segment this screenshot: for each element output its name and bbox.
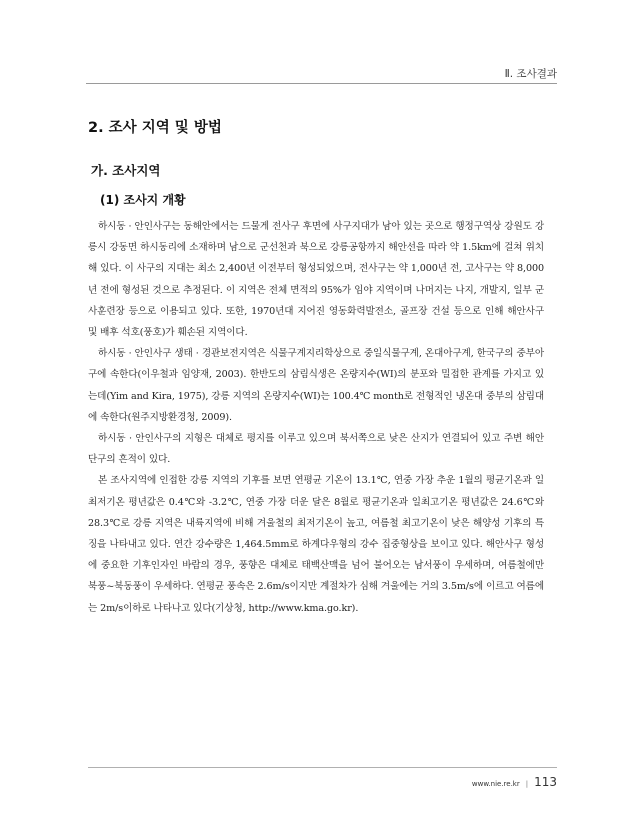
- paragraph-1: 하시동 · 안인사구는 동해안에서는 드물게 전사구 후면에 사구지대가 남아 있는 곳으로 행정구역상 강원도 강릉시 강동면 하시동리에 소재하며 남으로 군선천과 북으로 강릉공항까지 해안선을 따라 약 1.5km에 걸쳐 위치해 있다. 이 사구의 지대는 최소 2,400년 이전부터 형성되었으며, 전사구는 약 1,000년 전, 고사구는 약 8,000년 전에 형성된 것으로 추정된다. 이 지역은 전체 면적의 95%가 임야 지역이며 나머지는 나지, 개발지, 일부 군사훈련장 등으로 이용되고 있다. 또한, 1970년대 지어진 영동화력발전소, 골프장 건설 등으로 인해 해안사구 및 배후 석호(풍호)가 훼손된 지역이다.: [88, 221, 544, 339]
- body-text: [88, 216, 544, 619]
- footer-divider: [88, 767, 557, 768]
- footer-site-url[interactable]: www.nie.re.kr: [471, 780, 520, 788]
- chapter-header-label: Ⅱ. 조사결과: [504, 68, 557, 80]
- subsection-title: 가. 조사지역: [91, 163, 161, 178]
- footer-separator: |: [525, 780, 529, 788]
- page-footer: [472, 775, 557, 789]
- paragraph-4: 본 조사지역에 인접한 강릉 지역의 기후를 보면 연평균 기온이 13.1℃, 연중 가장 추운 1월의 평균기온과 일최저기온 평년값은 0.4℃와 -3.2℃, 연중 가장 더운 달은 8월로 평균기온과 일최고기온 평년값은 24.6℃와 28.3℃로 강릉 지역은 내륙지역에 비해 겨울철의 최저기온이 높고, 여름철 최고기온이 낮은 해양성 기후의 특징을 나타내고 있다. 연간 강수량은 1,464.5mm로 하계다우형의 강수 집중형상을 보이고 있다. 해안사구 형성에 중요한 기후인자인 바람의 경우, 풍향은 대체로 태백산맥을 넘어 불어오는 남서풍이 우세하며, 여름철에만 북풍~북동풍이 우세하다. 연평균 풍속은 2.6m/s이지만 계절차가 심해 겨울에는 거의 3.5m/s에 이르고 여름에는 2m/s이하로 나타나고 있다(기상청, http://www.kma.go.kr).: [88, 475, 544, 614]
- paragraph-3: 하시동 · 안인사구의 지형은 대체로 평지를 이루고 있으며 북서쪽으로 낮은 산지가 연결되어 있고 주변 해안단구의 흔적이 있다.: [88, 433, 544, 466]
- page-number: 113: [534, 775, 557, 789]
- subsubsection-title: (1) 조사지 개황: [100, 193, 186, 207]
- section-title: 2. 조사 지역 및 방법: [88, 120, 222, 136]
- paragraph-2: 하시동 · 안인사구 생태 · 경관보전지역은 식물구계지리학상으로 중일식물구계, 온대아구계, 한국구의 중부아구에 속한다(이우철과 임양재, 2003). 한반도의 삼림식생은 온량지수(WI)의 분포와 밀접한 관계를 가지고 있는데(Yim and Kira, 1975), 강릉 지역의 온량지수(WI)는 100.4℃ month로 전형적인 냉온대 중부의 삼림대에 속한다(원주지방환경청, 2009).: [88, 348, 544, 423]
- header-divider: [86, 83, 557, 84]
